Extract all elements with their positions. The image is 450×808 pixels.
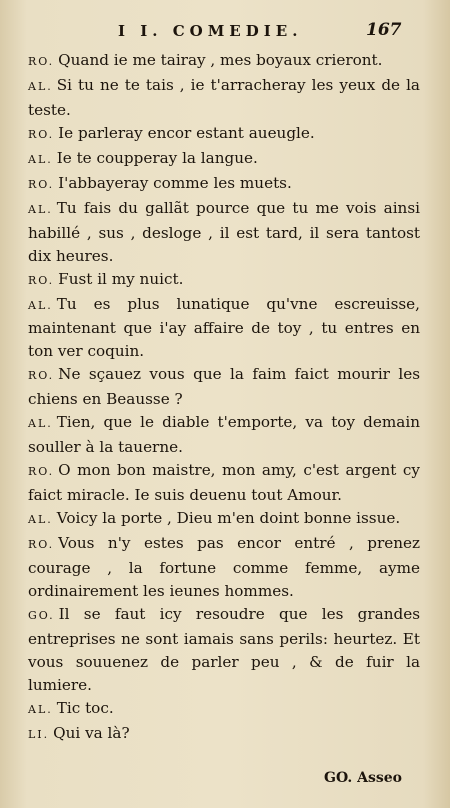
speech-line — [28, 268, 420, 293]
speech-line — [28, 363, 420, 411]
speech-text: Voicy la porte , Dieu m'en doint bonne issue. — [56, 509, 401, 528]
speech-text: Ie parleray encor estant aueugle. — [58, 123, 315, 142]
speech-line — [28, 122, 420, 147]
speaker-label: GO. — [28, 608, 55, 622]
speech-line — [28, 49, 420, 74]
speaker-label: AL. — [28, 417, 53, 431]
speech-text: Ie te coupperay la langue. — [56, 148, 258, 167]
speech-line — [28, 507, 420, 532]
speech-text: Fust il my nuict. — [58, 269, 184, 288]
speech-line — [28, 197, 420, 268]
running-head: I I. COMEDIE. — [118, 22, 303, 40]
speech-text: Tien, que le diable t'emporte, va toy demain souller à la tauerne. — [28, 413, 420, 457]
speech-line — [28, 172, 420, 197]
speaker-label: RO. — [28, 55, 55, 68]
speech-line — [28, 532, 420, 603]
speech-line — [28, 74, 420, 122]
speech-line — [28, 459, 420, 507]
speech-text: Tic toc. — [56, 698, 114, 717]
speech-text: Tu es plus lunatique qu'vne escreuisse, maintenant que i'ay affaire de toy , tu entres en ton ver coquin. — [28, 294, 420, 361]
speech-line — [28, 722, 420, 747]
speaker-label: AL. — [28, 513, 53, 527]
speaker-label: AL. — [28, 298, 53, 312]
speech-text: Ne sçauez vous que la faim faict mourir les chiens en Beausse ? — [28, 365, 420, 409]
speaker-label: RO. — [28, 538, 55, 552]
speaker-label: RO. — [28, 127, 55, 141]
speaker-label: RO. — [28, 177, 55, 191]
speaker-label: RO. — [28, 273, 55, 287]
speaker-label: AL. — [28, 702, 53, 716]
speaker-label: AL. — [28, 202, 53, 216]
speaker-label: AL. — [28, 152, 53, 166]
speaker-label: RO. — [28, 465, 55, 479]
dialogue-text — [28, 49, 420, 747]
speech-text: Si tu ne te tais , ie t'arracheray les yeux de la teste. — [28, 75, 420, 119]
catchword: GO. Asseo — [324, 770, 402, 786]
speaker-label: RO. — [28, 369, 55, 383]
speech-text: Tu fais du gallãt pource que tu me vois ainsi habillé , sus , desloge , il est tard, il sera tantost dix heures. — [28, 198, 420, 265]
speech-text: Quand ie me tairay , mes boyaux crieront. — [58, 51, 383, 69]
page-header — [0, 22, 450, 46]
speech-text: Qui va là? — [53, 723, 130, 742]
speech-text: Il se faut icy resoudre que les grandes entreprises ne sont iamais sans perils: heurtez. Et vous souuenez de parler peu , & de fuir la lumiere. — [28, 604, 420, 694]
speaker-label: LI. — [28, 727, 50, 741]
speech-line — [28, 697, 420, 722]
page-number: 167 — [366, 20, 402, 40]
speech-text: Vous n'y estes pas encor entré , prenez courage , la fortune comme femme, ayme ordinairement les ieunes hommes. — [28, 534, 420, 600]
speech-line — [28, 603, 420, 697]
speech-line — [28, 411, 420, 459]
speech-text: I'abbayeray comme les muets. — [58, 173, 292, 192]
speech-line — [28, 147, 420, 172]
speech-text: O mon bon maistre, mon amy, c'est argent cy faict miracle. Ie suis deuenu tout Amour. — [28, 461, 420, 505]
speech-line — [28, 293, 420, 364]
speaker-label: AL. — [28, 79, 53, 93]
